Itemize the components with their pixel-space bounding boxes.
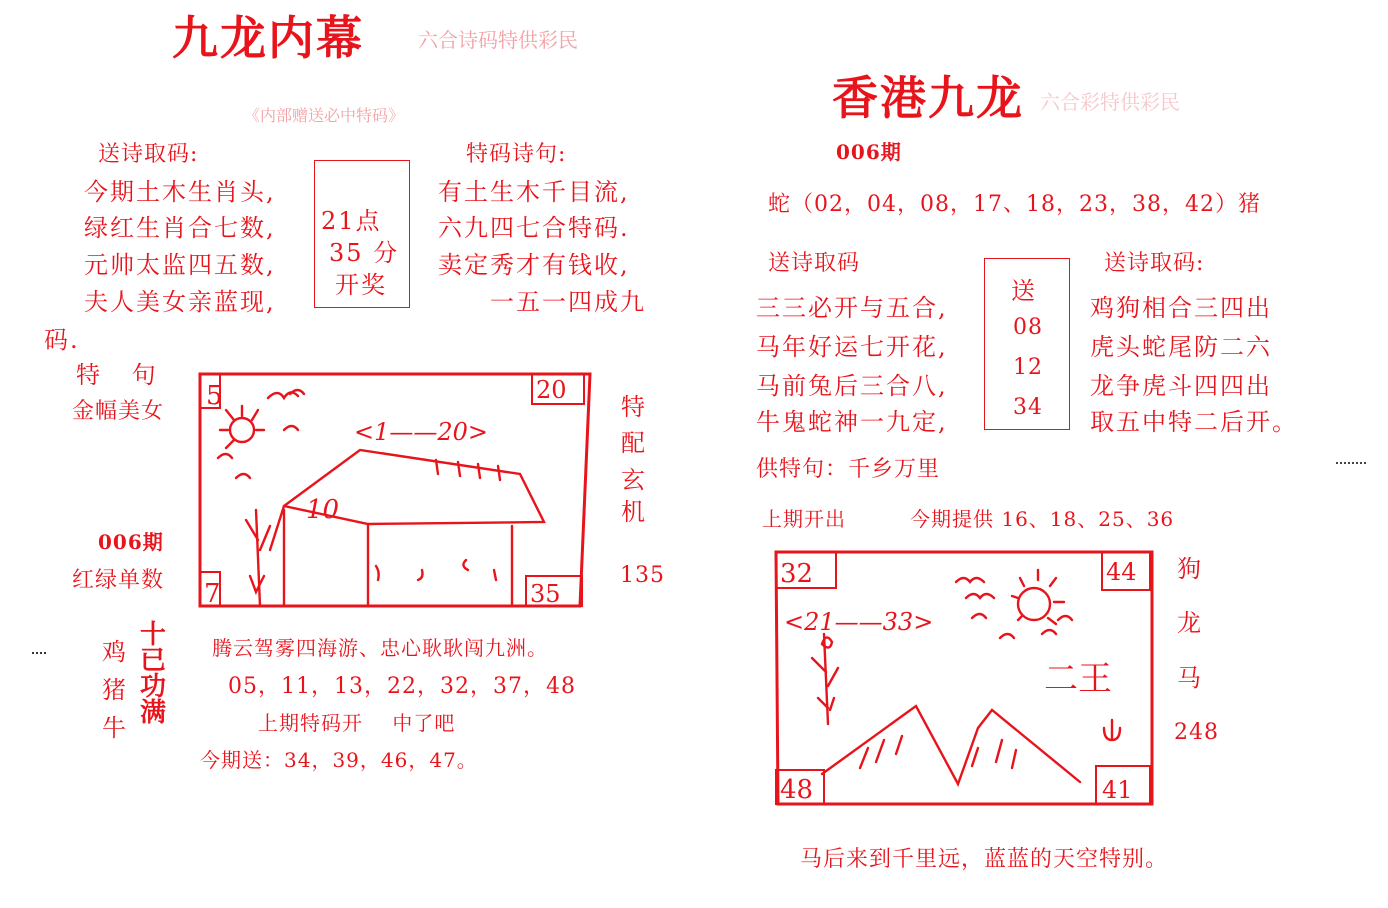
big-vertical-1: 十 <box>140 620 167 650</box>
right-speckle <box>1336 462 1366 467</box>
right-poem-right-3: 龙争虎斗四四出 <box>1090 372 1272 400</box>
left-special-line-2: 六九四七合特码. <box>438 214 630 242</box>
left-issue: 006期 <box>98 530 164 554</box>
time-box-line-3: 开奖 <box>335 271 387 299</box>
left-last-issue: 上期特码开 中了吧 <box>258 711 456 735</box>
left-special-line-4: 一五一四成九 <box>490 288 646 316</box>
send-box-label: 送 <box>1011 277 1037 305</box>
right-title: 香港九龙 <box>832 71 1024 125</box>
left-big-vertical <box>140 622 166 726</box>
left-poem-tail: 码. <box>44 326 80 354</box>
right-subtitle: 六合彩特供彩民 <box>1040 90 1180 114</box>
right-right-number: 248 <box>1174 720 1219 745</box>
left-animal-1: 鸡 <box>102 638 128 666</box>
left-special-line-1: 有土生木千目流, <box>438 178 630 206</box>
left-verse: 腾云驾雾四海游、忠心耿耿闯九洲。 <box>212 636 548 660</box>
right-snake-line: 蛇（02，04，08，17、18，23，38，42）猪 <box>768 192 1261 217</box>
right-send-box <box>984 258 1070 430</box>
left-poem-header: 送诗取码: <box>98 142 199 167</box>
left-poem-line-4: 夫人美女亲蓝现, <box>84 288 276 316</box>
left-animal-2: 猪 <box>102 676 128 704</box>
right-vertical-1: 狗 <box>1177 555 1201 583</box>
right-special-phrase: 供特句：千乡万里 <box>756 457 941 482</box>
right-poem-right-1: 鸡狗相合三四出 <box>1090 294 1272 322</box>
left-color-label: 红绿单数 <box>72 568 165 593</box>
right-poem-right-4: 取五中特二后开。 <box>1090 408 1298 436</box>
left-time-box <box>314 160 410 308</box>
right-corner-br: 41 <box>1102 776 1133 804</box>
big-vertical-2: 已 <box>140 646 167 676</box>
send-box-num-1: 08 <box>1013 315 1043 340</box>
right-this-offer: 今期提供 16、18、25、36 <box>910 507 1175 531</box>
left-poem-line-2: 绿红生肖合七数, <box>84 214 276 242</box>
right-bottom-verse: 马后来到千里远，蓝蓝的天空特别。 <box>800 847 1169 872</box>
right-poem-header-right: 送诗取码: <box>1104 251 1205 276</box>
left-house-drawing <box>196 370 598 612</box>
right-poem-right-2: 虎头蛇尾防二六 <box>1090 333 1272 361</box>
right-vertical-3: 马 <box>1177 663 1201 692</box>
right-corner-tr: 44 <box>1106 558 1137 586</box>
time-box-line-2: 35 分 <box>329 239 400 267</box>
left-special-header: 特码诗句: <box>466 142 567 167</box>
left-pic-range: <1——20> <box>354 418 489 446</box>
left-tag1-label: 特 句 <box>76 361 168 389</box>
right-vertical-text <box>1172 556 1206 691</box>
left-small-note: 《内部赠送必中特码》 <box>244 106 405 125</box>
right-pic-text: 二王 <box>1044 659 1112 699</box>
right-corner-tl: 32 <box>780 559 814 589</box>
left-vertical-4: 机 <box>621 498 645 527</box>
left-right-number: 135 <box>620 563 665 588</box>
right-last-open: 上期开出 <box>762 507 846 531</box>
left-corner-tl: 5 <box>206 381 223 411</box>
left-vertical-1: 特 <box>621 393 645 421</box>
right-poem-left-1: 三三必开与五合, <box>756 294 948 322</box>
left-title: 九龙内幕 <box>172 11 364 65</box>
big-vertical-4: 满 <box>140 698 167 728</box>
left-vertical-3: 玄 <box>621 465 645 494</box>
right-pic-range: <21——33> <box>784 608 934 636</box>
left-send: 今期送：34，39，46，47。 <box>200 748 478 772</box>
left-corner-tr: 20 <box>536 376 567 404</box>
left-special-line-3: 卖定秀才有钱收, <box>438 251 630 279</box>
right-poem-header-left: 送诗取码 <box>768 251 861 276</box>
left-speckle <box>32 652 46 657</box>
left-vertical-2: 配 <box>621 429 645 458</box>
right-poem-left-4: 牛鬼蛇神一九定, <box>756 408 948 436</box>
left-poem-line-1: 今期土木生肖头, <box>84 178 276 206</box>
left-tag1-value: 金幅美女 <box>72 399 165 424</box>
left-subtitle: 六合诗码特供彩民 <box>418 28 578 52</box>
right-poem-left-3: 马前兔后三合八, <box>756 372 948 400</box>
left-corner-bl: 7 <box>204 579 221 609</box>
send-box-num-2: 12 <box>1013 355 1043 380</box>
left-vertical-text <box>618 394 648 526</box>
left-numbers: 05，11，13，22，32，37，48 <box>228 674 576 699</box>
time-box-line-1: 21点 <box>321 207 382 235</box>
right-poem-left-2: 马年好运七开花, <box>756 333 948 361</box>
right-corner-bl: 48 <box>780 775 814 805</box>
right-mountain-drawing <box>772 548 1158 810</box>
left-animal-3: 牛 <box>102 714 128 742</box>
left-corner-br: 35 <box>530 580 561 608</box>
left-pic-number: 10 <box>306 495 340 525</box>
left-poem-line-3: 元帅太监四五数, <box>84 251 276 279</box>
right-issue: 006期 <box>836 140 902 164</box>
big-vertical-3: 功 <box>140 672 167 702</box>
right-vertical-2: 龙 <box>1177 609 1201 638</box>
send-box-num-3: 34 <box>1013 395 1043 420</box>
